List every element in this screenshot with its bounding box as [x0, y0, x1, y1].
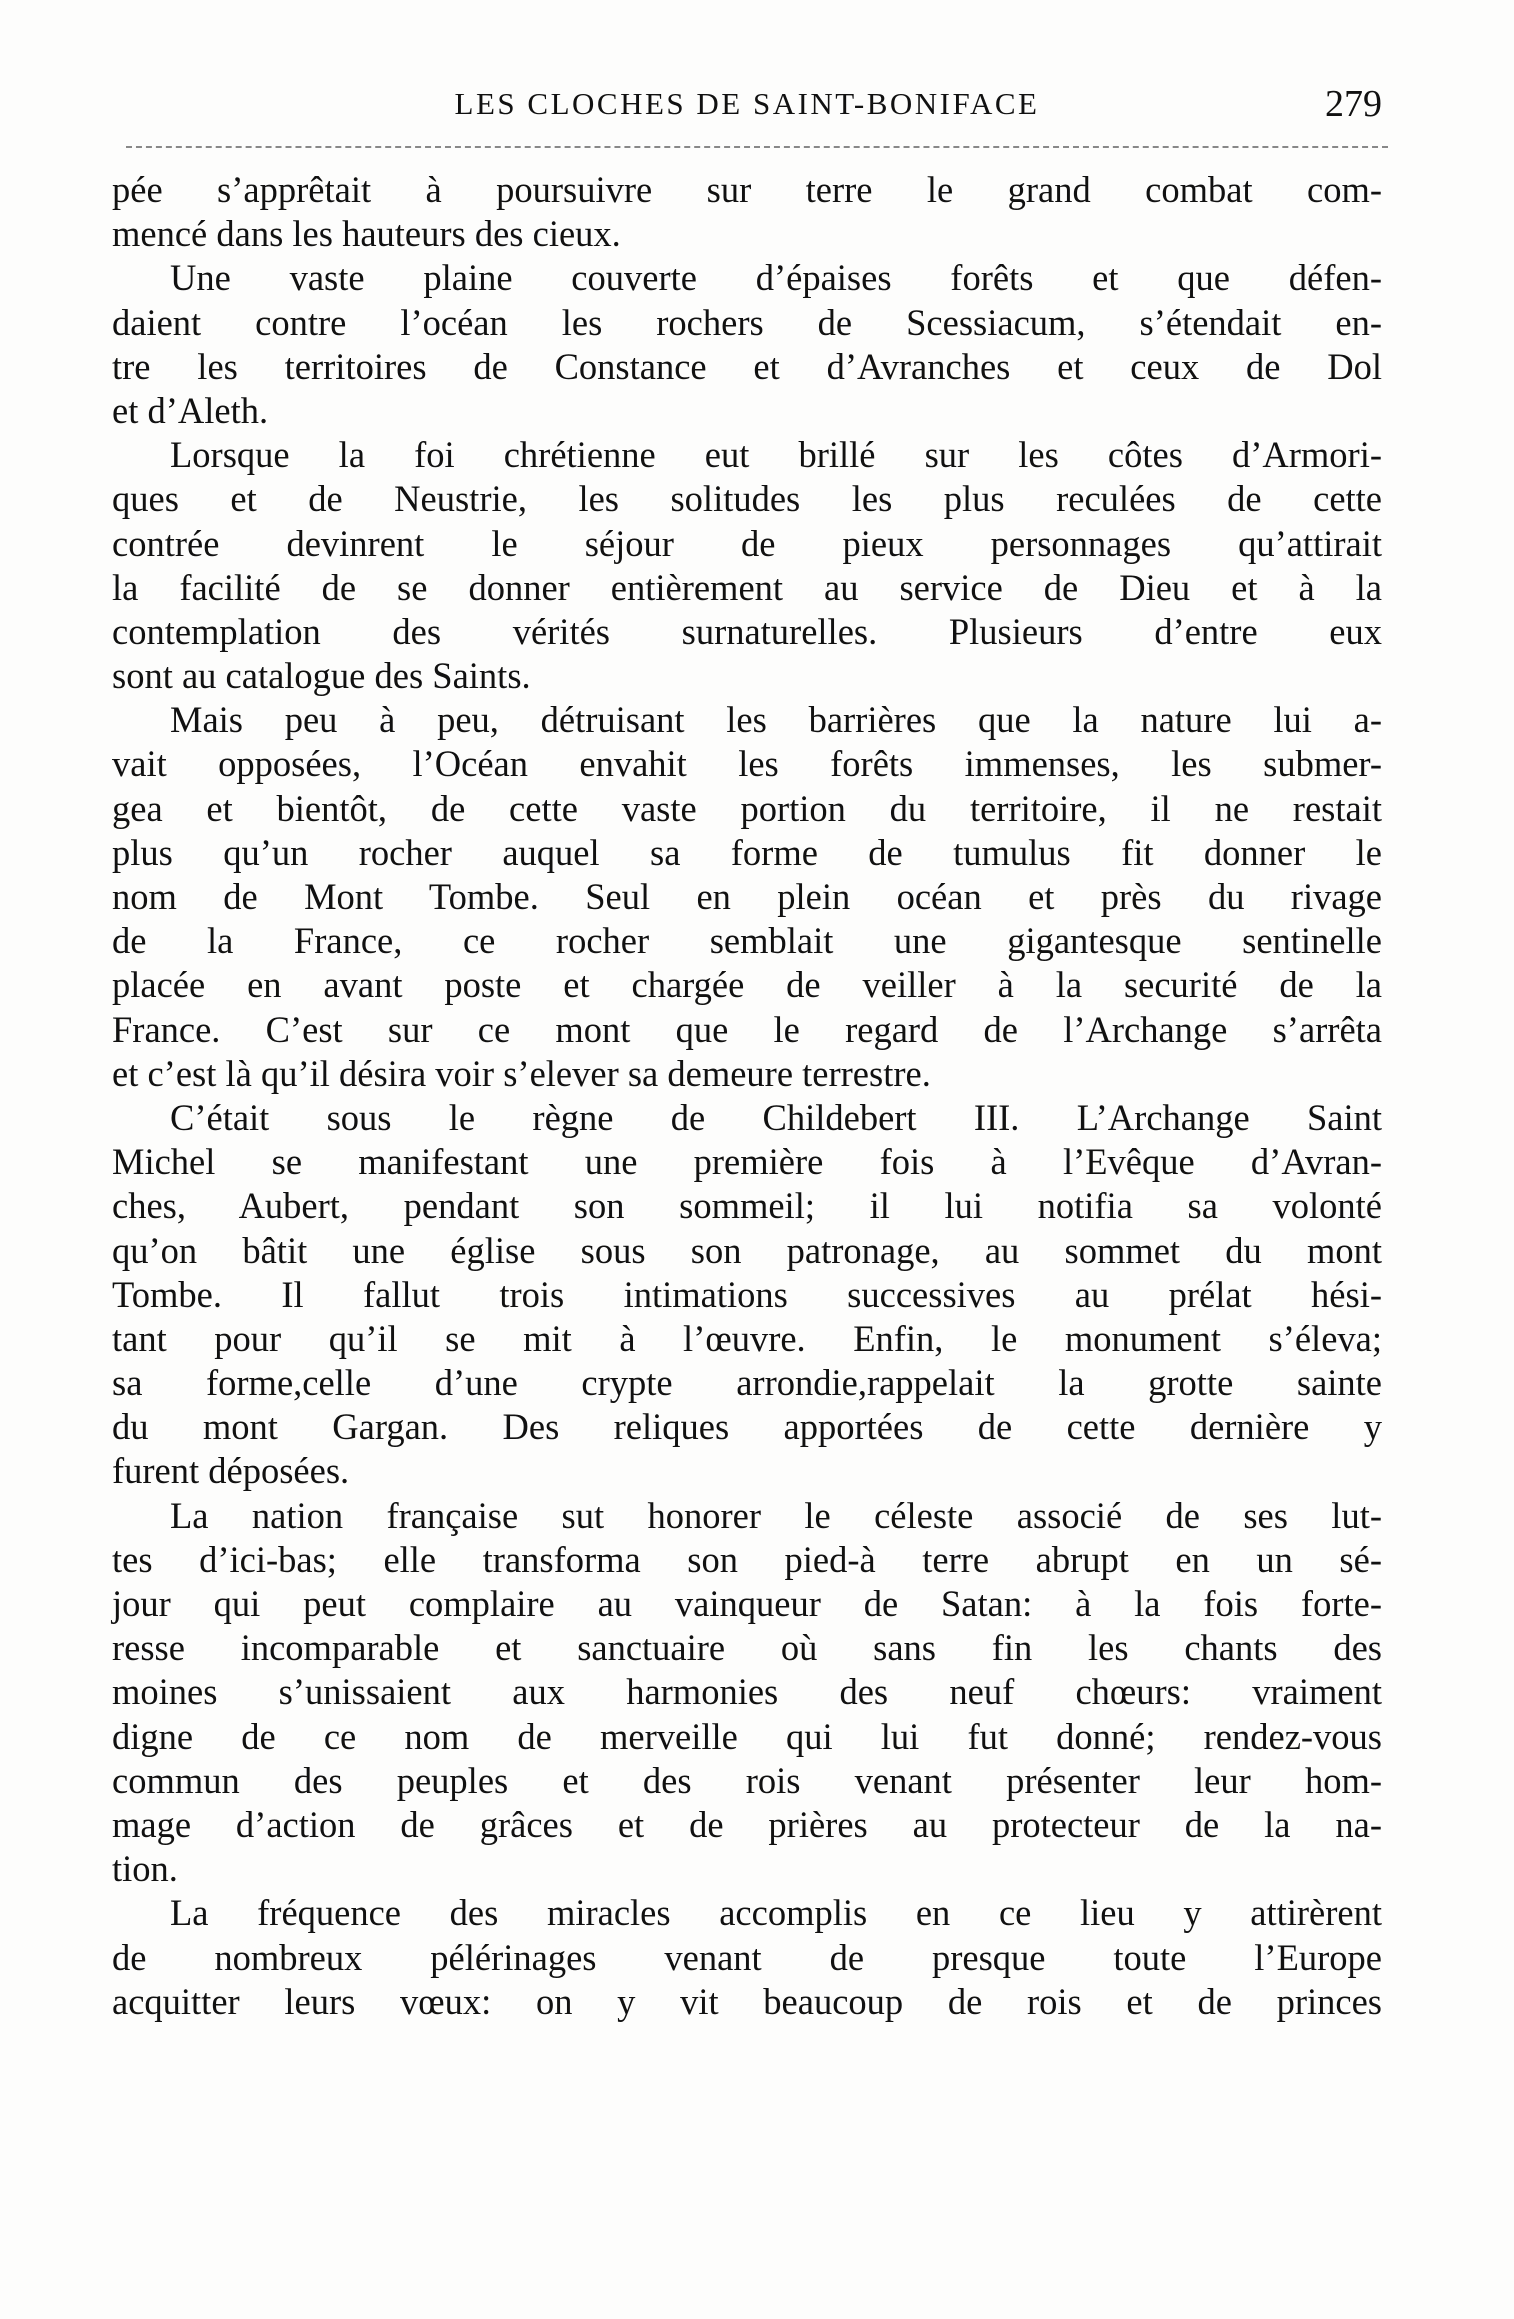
text-line: Une vaste plaine couverte d’épaises forêts et que défen- — [170, 257, 1382, 299]
text-line: nom de Mont Tombe. Seul en plein océan et près du rivage — [112, 876, 1382, 917]
text-line: qu’on bâtit une église sous son patronage, au sommet du mont — [112, 1229, 1382, 1271]
body-text — [112, 168, 1382, 2024]
text-line: de nombreux pélérinages venant de presque toute l’Europe — [112, 1936, 1382, 1978]
text-line: moines s’unissaient aux harmonies des neuf chœurs: vraiment — [112, 1671, 1382, 1713]
running-title: LES CLOCHES DE SAINT-BONIFACE — [454, 86, 1040, 121]
text-line: et d’Aleth. — [112, 389, 269, 431]
text-line: tes d’ici-bas; elle transforma son pied-à terre abrupt en un sé- — [112, 1538, 1382, 1580]
text-line: gea et bientôt, de cette vaste portion du territoire, il ne restait — [112, 787, 1382, 829]
text-line: du mont Gargan. Des reliques apportées de cette dernière y — [112, 1406, 1382, 1448]
text-line: ques et de Neustrie, les solitudes les plus reculées de cette — [112, 478, 1382, 520]
text-line: contrée devinrent le séjour de pieux personnages qu’attirait — [112, 522, 1382, 564]
text-line: mencé dans les hauteurs des cieux. — [112, 213, 621, 255]
text-line: plus qu’un rocher auquel sa forme de tumulus fit donner le — [112, 831, 1382, 873]
paragraph — [112, 698, 1382, 1096]
header-rule — [126, 146, 1388, 148]
text-line: C’était sous le règne de Childebert III. L’Archange Saint — [170, 1096, 1382, 1138]
text-line: furent déposées. — [112, 1450, 350, 1492]
paragraph — [112, 168, 1382, 256]
text-line: et c’est là qu’il désira voir s’elever sa demeure terrestre. — [112, 1052, 931, 1094]
text-line: Michel se manifestant une première fois à l’Evêque d’Avran- — [112, 1141, 1382, 1183]
paragraph — [112, 433, 1382, 698]
text-line: tion. — [112, 1848, 178, 1890]
text-line: tre les territoires de Constance et d’Avranches et ceux de Dol — [112, 345, 1382, 387]
text-line: tant pour qu’il se mit à l’œuvre. Enfin, le monument s’éleva; — [112, 1317, 1382, 1359]
text-line: sont au catalogue des Saints. — [112, 655, 531, 697]
text-line: pée s’apprêtait à poursuivre sur terre le grand combat com- — [112, 169, 1382, 210]
text-line: acquitter leurs vœux: on y vit beaucoup de rois et de princes — [112, 1980, 1382, 2022]
text-line: digne de ce nom de merveille qui lui fut donné; rendez-vous — [112, 1715, 1382, 1757]
text-line: ches, Aubert, pendant son sommeil; il lui notifia sa volonté — [112, 1185, 1382, 1227]
text-line: vait opposées, l’Océan envahit les forêts immenses, les submer- — [112, 743, 1382, 785]
running-header — [112, 84, 1382, 128]
text-line: Tombe. Il fallut trois intimations successives au prélat hési- — [112, 1273, 1382, 1315]
text-line: sa forme,celle d’une crypte arrondie,rappelait la grotte sainte — [112, 1362, 1382, 1404]
text-line: jour qui peut complaire au vainqueur de Satan: à la fois forte- — [112, 1583, 1382, 1624]
text-line: France. C’est sur ce mont que le regard de l’Archange s’arrêta — [112, 1008, 1382, 1050]
text-line: commun des peuples et des rois venant présenter leur hom- — [112, 1759, 1382, 1801]
page-number: 279 — [1325, 83, 1382, 125]
text-line: Mais peu à peu, détruisant les barrières que la nature lui a- — [170, 699, 1382, 741]
text-line: la facilité de se donner entièrement au service de Dieu et à la — [112, 566, 1382, 608]
paragraph — [112, 1096, 1382, 1494]
text-line: resse incomparable et sanctuaire où sans fin les chants des — [112, 1627, 1382, 1669]
text-line: mage d’action de grâces et de prières au protecteur de la na- — [112, 1803, 1382, 1845]
text-line: La nation française sut honorer le céleste associé de ses lut- — [170, 1494, 1382, 1536]
text-line: daient contre l’océan les rochers de Scessiacum, s’étendait en- — [112, 301, 1382, 343]
paragraph — [112, 1494, 1382, 1892]
paragraph — [112, 256, 1382, 433]
text-line: Lorsque la foi chrétienne eut brillé sur les côtes d’Armori- — [170, 434, 1382, 476]
paragraph — [112, 1891, 1382, 2024]
text-line: contemplation des vérités surnaturelles. Plusieurs d’entre eux — [112, 610, 1382, 652]
text-line: placée en avant poste et chargée de veiller à la securité de la — [112, 964, 1382, 1006]
text-line: de la France, ce rocher semblait une gigantesque sentinelle — [112, 920, 1382, 962]
text-line: La fréquence des miracles accomplis en ce lieu y attirèrent — [170, 1892, 1382, 1934]
